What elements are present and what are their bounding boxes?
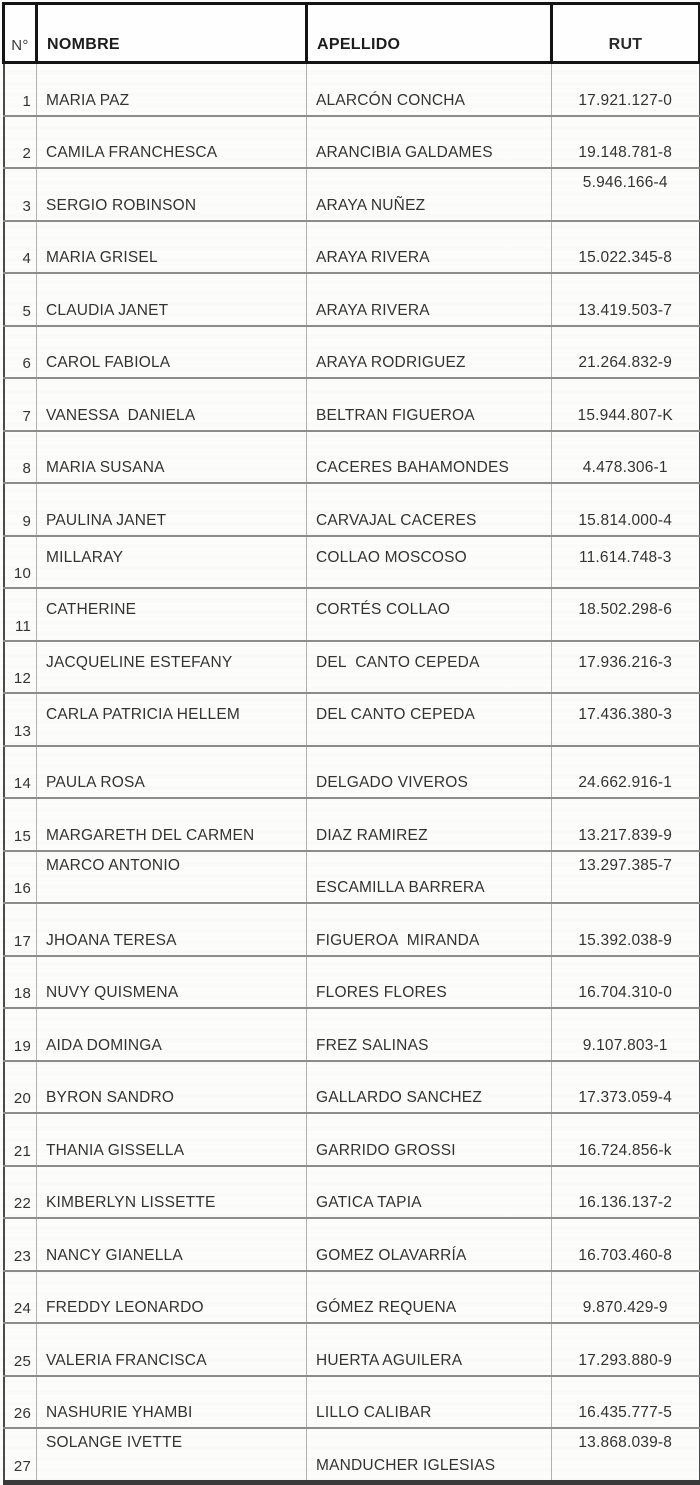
cell-nombre: CAROL FABIOLA xyxy=(46,354,171,371)
table-row xyxy=(4,1323,700,1376)
cell-n: 25 xyxy=(13,1352,31,1370)
table-row xyxy=(4,641,700,694)
cell-rut: 5.946.166-4 xyxy=(582,174,668,191)
table-row xyxy=(4,1113,700,1166)
cell-apellido: CACERES BAHAMONDES xyxy=(316,459,510,476)
table-row xyxy=(4,956,700,1009)
cell-n: 9 xyxy=(22,512,31,530)
cell-n: 21 xyxy=(13,1142,31,1160)
table-body xyxy=(4,63,700,1483)
cell-apellido: GARRIDO GROSSI xyxy=(316,1141,456,1159)
cell-rut: 18.502.298-6 xyxy=(578,601,673,618)
cell-apellido: GATICA TAPIA xyxy=(316,1194,422,1211)
table-row xyxy=(4,746,700,799)
cell-rut: 17.921.127-0 xyxy=(578,91,673,109)
cell-n: 2 xyxy=(22,145,31,162)
cell-rut: 16.724.856-k xyxy=(578,1141,672,1159)
header-rut: RUT xyxy=(608,36,643,53)
cell-apellido: GOMEZ OLAVARRÍA xyxy=(316,1246,467,1264)
cell-n: 20 xyxy=(13,1090,31,1107)
cell-nombre: MARIA SUSANA xyxy=(46,459,165,476)
cell-rut: 15.022.345-8 xyxy=(578,249,673,266)
cell-rut: 13.868.039-8 xyxy=(578,1434,673,1451)
cell-nombre: MILLARAY xyxy=(46,548,124,566)
cell-n: 24 xyxy=(13,1300,31,1317)
cell-nombre: SERGIO ROBINSON xyxy=(46,196,197,214)
cell-nombre: MARGARETH DEL CARMEN xyxy=(46,826,255,844)
cell-rut: 17.436.380-3 xyxy=(578,706,673,723)
cell-rut: 17.936.216-3 xyxy=(578,653,673,671)
cell-n: 18 xyxy=(13,985,31,1002)
table-row xyxy=(4,1061,700,1114)
cell-apellido: ARAYA RIVERA xyxy=(316,249,430,266)
table-row xyxy=(4,1166,700,1219)
cell-rut: 15.814.000-4 xyxy=(578,511,673,529)
cell-apellido: DEL CANTO CEPEDA xyxy=(316,653,480,671)
cell-n: 8 xyxy=(22,460,31,477)
table-row xyxy=(4,588,700,641)
table-row xyxy=(4,378,700,431)
cell-rut: 19.148.781-8 xyxy=(578,144,673,161)
cell-nombre: CAMILA FRANCHESCA xyxy=(46,144,218,161)
cell-nombre: BYRON SANDRO xyxy=(46,1089,175,1106)
cell-nombre: NASHURIE YHAMBI xyxy=(46,1404,193,1421)
cell-n: 19 xyxy=(13,1037,31,1055)
cell-rut: 17.373.059-4 xyxy=(578,1089,673,1106)
cell-apellido: MANDUCHER IGLESIAS xyxy=(316,1456,496,1474)
cell-apellido: DIAZ RAMIREZ xyxy=(316,826,428,844)
header-row xyxy=(4,4,700,63)
cell-apellido: FREZ SALINAS xyxy=(316,1036,429,1054)
cell-rut: 16.136.137-2 xyxy=(578,1194,673,1211)
cell-rut: 16.703.460-8 xyxy=(578,1246,673,1264)
cell-nombre: NUVY QUISMENA xyxy=(46,984,179,1001)
cell-apellido: BELTRAN FIGUEROA xyxy=(316,406,475,424)
header-apellido: APELLIDO xyxy=(317,36,401,53)
cell-rut: 9.107.803-1 xyxy=(582,1036,668,1054)
cell-apellido: COLLAO MOSCOSO xyxy=(316,548,467,566)
cell-n: 26 xyxy=(13,1405,31,1422)
cell-nombre: CATHERINE xyxy=(46,601,137,618)
cell-rut: 21.264.832-9 xyxy=(578,354,673,371)
cell-apellido: LILLO CALIBAR xyxy=(316,1404,432,1421)
cell-nombre: THANIA GISSELLA xyxy=(46,1141,185,1159)
cell-nombre: MARIA PAZ xyxy=(46,91,130,109)
cell-nombre: JHOANA TERESA xyxy=(46,931,177,949)
cell-rut: 13.419.503-7 xyxy=(578,301,673,319)
cell-n: 10 xyxy=(13,565,31,582)
cell-nombre: NANCY GIANELLA xyxy=(46,1246,183,1264)
cell-n: 16 xyxy=(13,880,31,897)
cell-apellido: ESCAMILLA BARRERA xyxy=(316,879,485,896)
cell-apellido: CORTÉS COLLAO xyxy=(316,601,451,618)
cell-nombre: CLAUDIA JANET xyxy=(46,301,169,319)
cell-rut: 15.944.807-K xyxy=(577,406,673,424)
cell-apellido: GALLARDO SANCHEZ xyxy=(316,1089,482,1106)
cell-nombre: CARLA PATRICIA HELLEM xyxy=(46,706,240,723)
table-row xyxy=(4,536,700,589)
cell-apellido: DELGADO VIVEROS xyxy=(316,774,469,791)
table-row xyxy=(4,483,700,536)
cell-nombre: MARCO ANTONIO xyxy=(46,856,181,874)
cell-apellido: ARAYA RIVERA xyxy=(316,301,430,319)
cell-nombre: JACQUELINE ESTEFANY xyxy=(46,653,233,671)
cell-n: 23 xyxy=(13,1247,31,1265)
header-number: N° xyxy=(11,37,29,54)
cell-apellido: CARVAJAL CACERES xyxy=(316,511,477,529)
cell-n: 4 xyxy=(22,250,31,267)
cell-n: 14 xyxy=(13,775,31,792)
cell-n: 22 xyxy=(13,1195,31,1212)
cell-n: 12 xyxy=(13,670,31,687)
cell-apellido: ARAYA RODRIGUEZ xyxy=(316,354,466,371)
cell-apellido: FIGUEROA MIRANDA xyxy=(316,931,480,949)
cell-nombre: AIDA DOMINGA xyxy=(46,1036,163,1054)
cell-rut: 16.704.310-0 xyxy=(578,984,673,1001)
cell-n: 6 xyxy=(22,355,31,372)
cell-nombre: SOLANGE IVETTE xyxy=(46,1434,183,1451)
table-row xyxy=(4,1376,700,1429)
cell-n: 1 xyxy=(22,92,31,110)
cell-rut: 4.478.306-1 xyxy=(582,459,668,476)
table-row xyxy=(4,1271,700,1324)
roster-table xyxy=(2,2,700,1485)
cell-n: 27 xyxy=(13,1457,31,1475)
cell-rut: 24.662.916-1 xyxy=(578,774,673,791)
cell-n: 15 xyxy=(13,827,31,845)
cell-apellido: DEL CANTO CEPEDA xyxy=(316,706,476,723)
cell-rut: 13.297.385-7 xyxy=(578,856,673,874)
table-row xyxy=(4,693,700,746)
cell-rut: 16.435.777-5 xyxy=(578,1404,673,1421)
cell-rut: 11.614.748-3 xyxy=(578,548,672,566)
cell-nombre: FREDDY LEONARDO xyxy=(46,1299,204,1316)
cell-n: 17 xyxy=(13,932,31,950)
table-row xyxy=(4,798,700,851)
table-row xyxy=(4,1428,700,1482)
cell-apellido: ALARCÓN CONCHA xyxy=(316,91,466,109)
cell-apellido: ARAYA NUÑEZ xyxy=(316,196,426,214)
header-nombre: NOMBRE xyxy=(47,36,120,53)
cell-nombre: KIMBERLYN LISSETTE xyxy=(46,1194,216,1211)
cell-nombre: PAULA ROSA xyxy=(46,774,146,791)
table-row xyxy=(4,63,700,116)
cell-n: 11 xyxy=(15,617,31,635)
table-row xyxy=(4,851,700,904)
cell-n: 3 xyxy=(22,197,31,215)
table-row xyxy=(4,116,700,169)
table-row xyxy=(4,431,700,484)
cell-n: 7 xyxy=(22,407,31,425)
table-row xyxy=(4,221,700,274)
table-row xyxy=(4,903,700,956)
cell-rut: 9.870.429-9 xyxy=(582,1299,668,1316)
cell-nombre: VALERIA FRANCISCA xyxy=(46,1351,207,1369)
cell-n: 5 xyxy=(22,302,31,320)
cell-rut: 17.293.880-9 xyxy=(578,1351,673,1369)
table-row xyxy=(4,1218,700,1271)
cell-apellido: ARANCIBIA GALDAMES xyxy=(316,144,493,161)
cell-apellido: HUERTA AGUILERA xyxy=(316,1351,463,1369)
table-row xyxy=(4,273,700,326)
cell-rut: 15.392.038-9 xyxy=(578,931,673,949)
cell-apellido: GÓMEZ REQUENA xyxy=(316,1299,457,1316)
cell-rut: 13.217.839-9 xyxy=(578,826,673,844)
cell-nombre: MARIA GRISEL xyxy=(46,249,158,266)
table-row xyxy=(4,168,700,221)
table-row xyxy=(4,326,700,379)
table-row xyxy=(4,1008,700,1061)
cell-nombre: VANESSA DANIELA xyxy=(46,406,196,424)
cell-apellido: FLORES FLORES xyxy=(316,984,447,1001)
cell-nombre: PAULINA JANET xyxy=(46,511,167,529)
cell-n: 13 xyxy=(13,722,31,740)
